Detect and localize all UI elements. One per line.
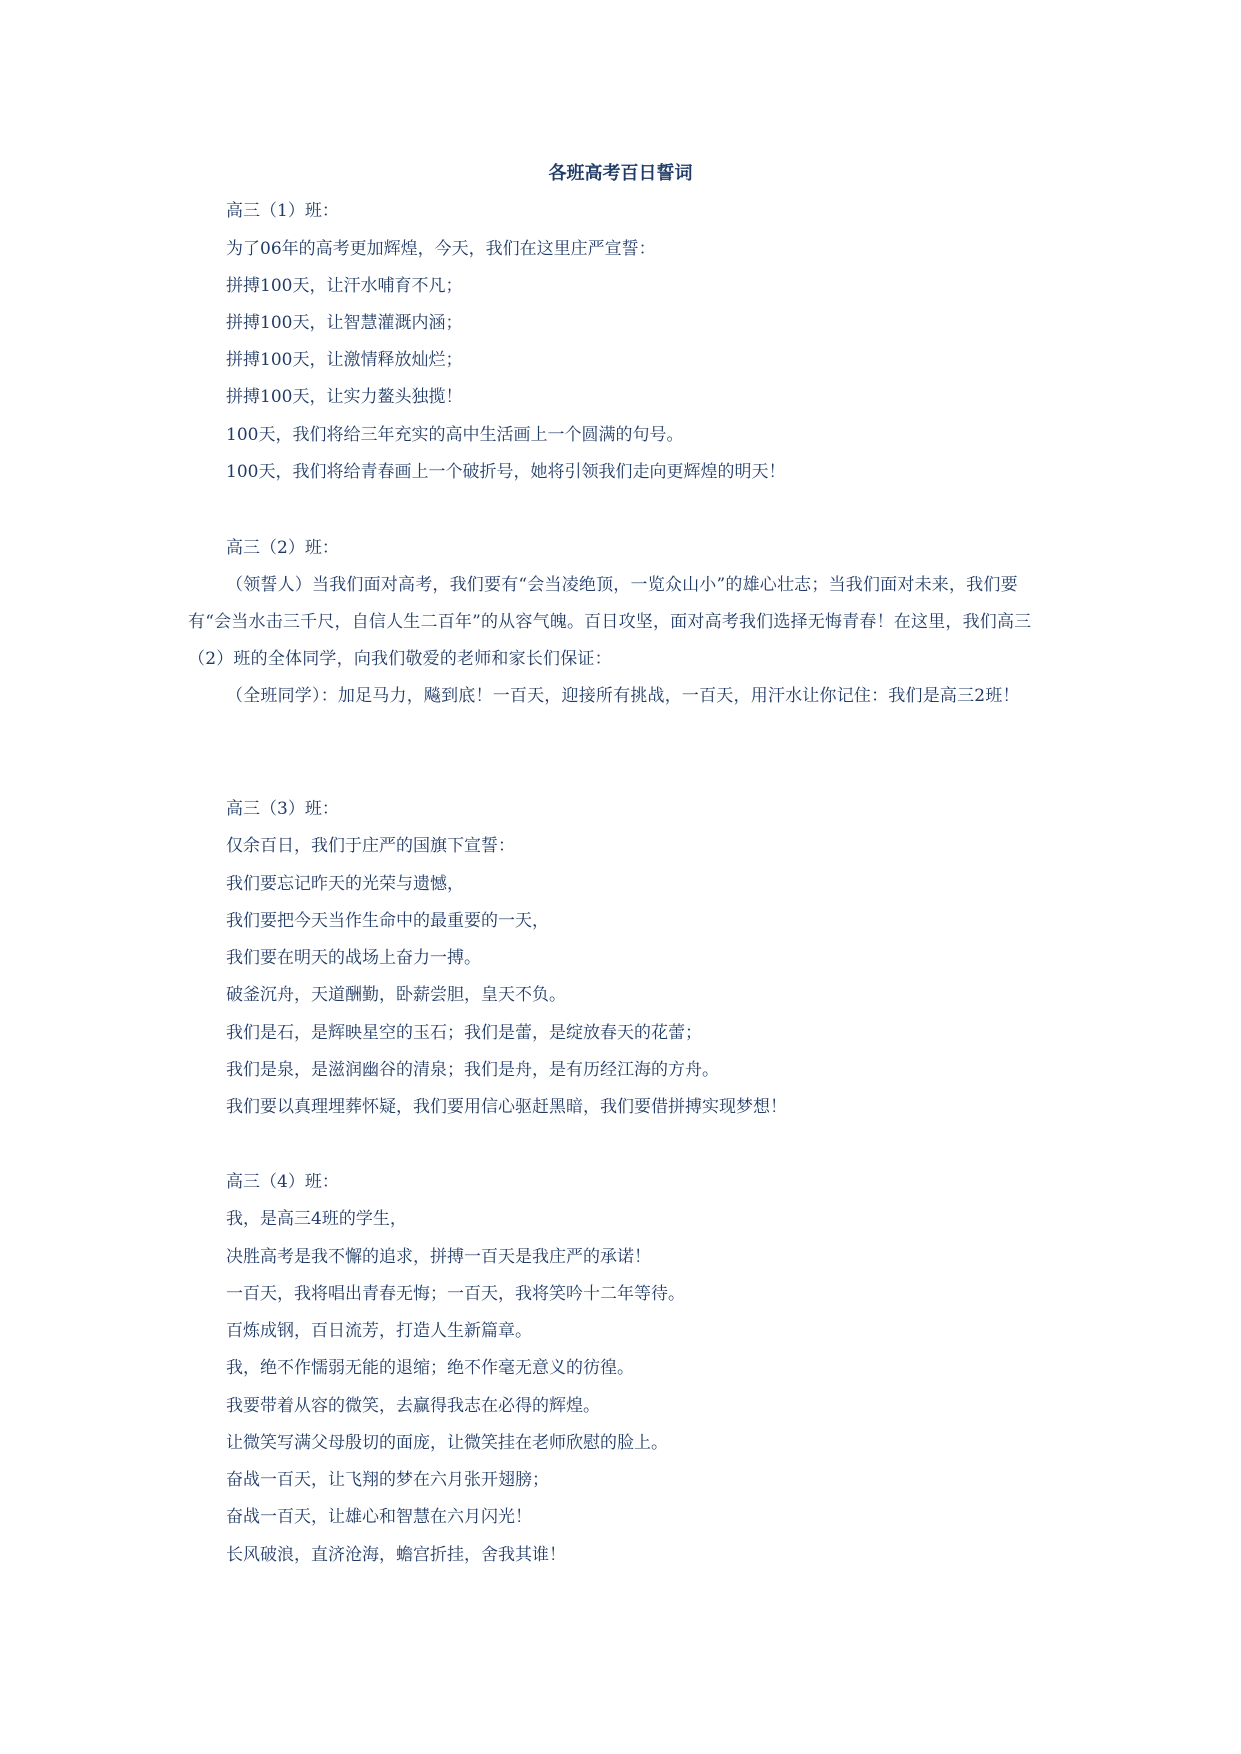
class2-heading: 高三（2）班：	[226, 538, 339, 558]
class4-line: 我，绝不作懦弱无能的退缩；绝不作毫无意义的彷徨。	[226, 1358, 634, 1378]
class3-heading: 高三（3）班：	[226, 799, 339, 819]
class1-line: 拼搏100天，让实力鳌头独揽！	[226, 387, 463, 407]
class1-line: 100天，我们将给三年充实的高中生活画上一个圆满的句号。	[226, 425, 684, 445]
class4-line: 长风破浪，直济沧海，蟾宫折挂，舍我其谁！	[226, 1545, 566, 1565]
class2-oath-class: （全班同学）：加足马力，飚到底！一百天，迎接所有挑战，一百天，用汗水让你记住：我们是高三2班！	[226, 686, 1020, 706]
class3-line: 我们要忘记昨天的光荣与遗憾，	[226, 874, 464, 894]
class3-line: 破釜沉舟，天道酬勤，卧薪尝胆，皇天不负。	[226, 985, 566, 1005]
class4-line: 决胜高考是我不懈的追求，拼搏一百天是我庄严的承诺！	[226, 1247, 651, 1267]
class4-line: 奋战一百天，让雄心和智慧在六月闪光！	[226, 1507, 532, 1527]
class4-line: 让微笑写满父母殷切的面庞，让微笑挂在老师欣慰的脸上。	[226, 1433, 668, 1453]
class4-line: 我，是高三4班的学生，	[226, 1209, 407, 1229]
class3-line: 我们是石，是辉映星空的玉石；我们是蕾，是绽放春天的花蕾；	[226, 1023, 702, 1043]
document-title: 各班高考百日誓词	[548, 163, 693, 184]
class4-line: 一百天，我将唱出青春无悔；一百天，我将笑吟十二年等待。	[226, 1284, 685, 1304]
class1-line: 拼搏100天，让激情释放灿烂；	[226, 350, 463, 370]
class1-line: 拼搏100天，让智慧灌溉内涵；	[226, 313, 463, 333]
class3-line: 我们要把今天当作生命中的最重要的一天，	[226, 911, 549, 931]
class4-line: 我要带着从容的微笑，去赢得我志在必得的辉煌。	[226, 1396, 600, 1416]
class3-line: 我们要以真理埋葬怀疑，我们要用信心驱赶黑暗，我们要借拼搏实现梦想！	[226, 1097, 787, 1117]
class4-line: 奋战一百天，让飞翔的梦在六月张开翅膀；	[226, 1470, 549, 1490]
class1-line: 拼搏100天，让汗水哺育不凡；	[226, 276, 463, 296]
class4-line: 百炼成钢，百日流芳，打造人生新篇章。	[226, 1321, 532, 1341]
class3-line: 仅余百日，我们于庄严的国旗下宣誓：	[226, 836, 515, 856]
class1-line: 100天，我们将给青春画上一个破折号，她将引领我们走向更辉煌的明天！	[226, 462, 786, 482]
class1-heading: 高三（1）班：	[226, 201, 339, 221]
class3-line: 我们是泉，是滋润幽谷的清泉；我们是舟，是有历经江海的方舟。	[226, 1060, 719, 1080]
class2-oath-leader: （领誓人）当我们面对高考，我们要有“会当凌绝顶，一览众山小”的雄心壮志；当我们面对未来，我们要有“会当水击三千尺，自信人生二百年”的从容气魄。百日攻坚，面对高考我们选择无悔青春！在这里，我们高三（2）班的全体同学，向我们敬爱的老师和家长们保证：	[188, 575, 1032, 669]
class4-heading: 高三（4）班：	[226, 1172, 339, 1192]
class3-line: 我们要在明天的战场上奋力一搏。	[226, 948, 481, 968]
class1-line: 为了06年的高考更加辉煌，今天，我们在这里庄严宣誓：	[226, 239, 656, 259]
